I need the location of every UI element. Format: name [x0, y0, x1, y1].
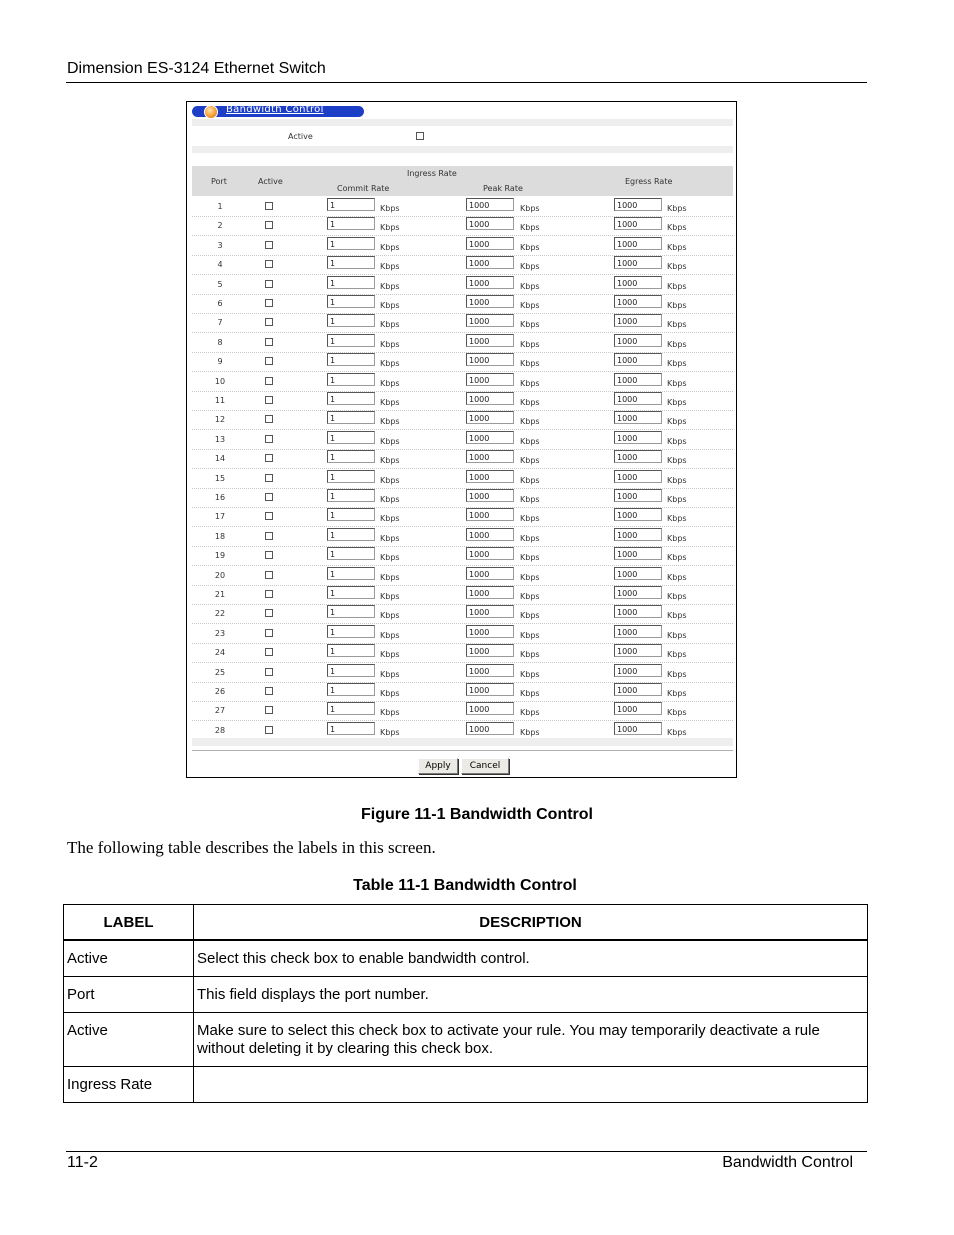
port-active-checkbox[interactable]: [265, 454, 273, 462]
egress-rate-input[interactable]: 1000: [614, 198, 662, 211]
commit-unit: Kbps: [380, 436, 400, 446]
egress-rate-input[interactable]: 1000: [614, 470, 662, 483]
port-active-checkbox[interactable]: [265, 415, 273, 423]
peak-rate-input[interactable]: 1000: [466, 702, 514, 715]
egress-unit: Kbps: [667, 630, 687, 640]
commit-unit: Kbps: [380, 262, 400, 272]
egress-unit: Kbps: [667, 475, 687, 485]
port-number: 7: [217, 318, 223, 328]
egress-unit: Kbps: [667, 281, 687, 291]
egress-rate-input[interactable]: 1000: [614, 450, 662, 463]
port-number: 3: [217, 240, 223, 250]
port-number: 16: [214, 493, 226, 502]
page-number: 11-2: [67, 1154, 98, 1171]
egress-rate-input[interactable]: 1000: [614, 508, 662, 521]
footer-rule: [66, 1151, 867, 1152]
port-number: 23: [214, 628, 226, 638]
peak-rate-input[interactable]: 1000: [466, 198, 514, 211]
commit-rate-input[interactable]: 1: [327, 528, 375, 541]
port-number: 21: [214, 590, 226, 599]
peak-unit: Kbps: [520, 301, 540, 310]
port-row: [192, 585, 733, 605]
egress-unit: Kbps: [667, 611, 687, 621]
commit-rate-input[interactable]: 1: [327, 411, 375, 424]
peak-unit: Kbps: [520, 456, 540, 466]
row-label: Port: [64, 977, 194, 1013]
commit-unit: Kbps: [380, 359, 400, 369]
port-row: [192, 372, 733, 392]
port-number: 20: [214, 570, 226, 580]
commit-rate-input[interactable]: 1: [327, 295, 375, 308]
row-description: Select this check box to enable bandwidth control.: [194, 940, 868, 977]
table-caption: Table 11-1 Bandwidth Control: [353, 877, 577, 894]
table-row: [64, 940, 868, 977]
egress-rate-input[interactable]: 1000: [614, 373, 662, 386]
peak-rate-input[interactable]: 1000: [466, 450, 514, 463]
port-number: 1: [217, 202, 223, 211]
port-number: 4: [217, 260, 223, 270]
port-row: [192, 294, 733, 314]
port-number: 22: [214, 609, 226, 619]
egress-unit: Kbps: [667, 572, 687, 582]
header-port: Port: [211, 177, 227, 186]
commit-unit: Kbps: [380, 708, 400, 718]
egress-rate-input[interactable]: 1000: [614, 431, 662, 444]
commit-rate-input[interactable]: 1: [327, 605, 375, 618]
egress-unit: Kbps: [667, 533, 687, 543]
peak-unit: Kbps: [520, 495, 540, 504]
screen-title-bar: [192, 106, 364, 117]
header-active: Active: [258, 177, 283, 186]
egress-unit: Kbps: [667, 553, 687, 563]
commit-unit: Kbps: [380, 611, 400, 621]
port-number: 19: [214, 551, 226, 561]
header-egress-rate: Egress Rate: [625, 177, 673, 186]
port-number: 6: [217, 299, 223, 308]
port-row: [192, 275, 733, 295]
port-active-checkbox[interactable]: [265, 512, 273, 520]
screen-title[interactable]: Bandwidth Control: [226, 104, 324, 115]
port-row: [192, 255, 733, 275]
port-active-checkbox[interactable]: [265, 571, 273, 579]
egress-rate-input[interactable]: 1000: [614, 664, 662, 677]
commit-rate-input[interactable]: 1: [327, 392, 375, 405]
port-row: [192, 410, 733, 430]
commit-rate-input[interactable]: 1: [327, 276, 375, 289]
port-number: 5: [217, 279, 223, 289]
commit-rate-input[interactable]: 1: [327, 450, 375, 463]
bandwidth-control-screenshot: [186, 101, 737, 778]
peak-rate-input[interactable]: 1000: [466, 508, 514, 521]
egress-unit: Kbps: [667, 495, 687, 504]
commit-unit: Kbps: [380, 475, 400, 485]
commit-rate-input[interactable]: 1: [327, 256, 375, 269]
egress-rate-input[interactable]: 1000: [614, 237, 662, 250]
global-active-label: Active: [288, 132, 313, 141]
egress-unit: Kbps: [667, 204, 687, 213]
egress-unit: Kbps: [667, 359, 687, 369]
port-row: [192, 488, 733, 508]
port-row: [192, 663, 733, 683]
peak-unit: Kbps: [520, 689, 540, 698]
port-row: [192, 527, 733, 547]
col-description-header: DESCRIPTION: [194, 905, 868, 941]
port-row: [192, 469, 733, 489]
peak-unit: Kbps: [520, 262, 540, 272]
port-active-checkbox[interactable]: [265, 435, 273, 443]
egress-unit: Kbps: [667, 417, 687, 427]
commit-rate-input[interactable]: 1: [327, 625, 375, 638]
table-row: [64, 1013, 868, 1067]
commit-rate-input[interactable]: 1: [327, 722, 375, 735]
port-active-checkbox[interactable]: [265, 551, 273, 559]
port-active-checkbox[interactable]: [265, 668, 273, 676]
commit-rate-input[interactable]: 1: [327, 586, 375, 599]
egress-rate-input[interactable]: 1000: [614, 605, 662, 618]
peak-rate-input[interactable]: 1000: [466, 276, 514, 289]
port-row: [192, 604, 733, 624]
port-number: 24: [214, 648, 226, 658]
commit-rate-input[interactable]: 1: [327, 567, 375, 580]
egress-rate-input[interactable]: 1000: [614, 702, 662, 715]
port-active-checkbox[interactable]: [265, 260, 273, 268]
commit-rate-input[interactable]: 1: [327, 373, 375, 386]
port-number: 11: [214, 396, 226, 405]
egress-unit: Kbps: [667, 727, 687, 737]
global-active-checkbox[interactable]: [416, 132, 424, 140]
port-active-checkbox[interactable]: [265, 648, 273, 656]
port-number: 28: [214, 725, 226, 735]
port-row: [192, 430, 733, 450]
peak-rate-input[interactable]: 1000: [466, 295, 514, 308]
col-label-header: LABEL: [64, 905, 194, 941]
commit-rate-input[interactable]: 1: [327, 198, 375, 211]
port-active-checkbox[interactable]: [265, 338, 273, 346]
commit-unit: Kbps: [380, 553, 400, 563]
commit-rate-input[interactable]: 1: [327, 664, 375, 677]
peak-rate-input[interactable]: 1000: [466, 625, 514, 638]
commit-rate-input[interactable]: 1: [327, 237, 375, 250]
port-active-checkbox[interactable]: [265, 609, 273, 617]
top-band: [192, 119, 733, 126]
peak-rate-input[interactable]: 1000: [466, 431, 514, 444]
commit-unit: Kbps: [380, 378, 400, 388]
port-active-checkbox[interactable]: [265, 474, 273, 482]
commit-unit: Kbps: [380, 204, 400, 213]
egress-unit: Kbps: [667, 436, 687, 446]
egress-rate-input[interactable]: 1000: [614, 411, 662, 424]
table-row: [64, 1067, 868, 1103]
commit-rate-input[interactable]: 1: [327, 508, 375, 521]
port-number: 2: [217, 221, 223, 231]
peak-unit: Kbps: [520, 242, 540, 252]
port-row: [192, 546, 733, 566]
figure-caption: Figure 11-1 Bandwidth Control: [360, 806, 593, 823]
peak-rate-input[interactable]: 1000: [466, 314, 514, 327]
commit-unit: Kbps: [380, 669, 400, 679]
egress-unit: Kbps: [667, 456, 687, 466]
row-label: Active: [64, 1013, 194, 1067]
peak-rate-input[interactable]: 1000: [466, 353, 514, 366]
peak-unit: Kbps: [520, 417, 540, 427]
port-row: [192, 236, 733, 256]
egress-rate-input[interactable]: 1000: [614, 276, 662, 289]
peak-unit: Kbps: [520, 727, 540, 737]
peak-rate-input[interactable]: 1000: [466, 664, 514, 677]
table-header: [192, 166, 733, 196]
port-number: 9: [217, 357, 223, 367]
peak-rate-input[interactable]: 1000: [466, 217, 514, 230]
port-active-checkbox[interactable]: [265, 377, 273, 385]
egress-unit: Kbps: [667, 398, 687, 407]
bottom-rule: [192, 750, 733, 751]
commit-unit: Kbps: [380, 630, 400, 640]
egress-rate-input[interactable]: 1000: [614, 217, 662, 230]
commit-unit: Kbps: [380, 398, 400, 407]
port-active-checkbox[interactable]: [265, 493, 273, 501]
port-active-checkbox[interactable]: [265, 241, 273, 249]
commit-rate-input[interactable]: 1: [327, 547, 375, 560]
peak-unit: Kbps: [520, 611, 540, 621]
commit-unit: Kbps: [380, 456, 400, 466]
peak-unit: Kbps: [520, 223, 540, 233]
port-number: 10: [214, 376, 226, 386]
peak-unit: Kbps: [520, 204, 540, 213]
port-row: [192, 701, 733, 721]
egress-rate-input[interactable]: 1000: [614, 625, 662, 638]
egress-unit: Kbps: [667, 514, 687, 524]
commit-unit: Kbps: [380, 592, 400, 601]
port-number: 25: [214, 667, 226, 677]
egress-unit: Kbps: [667, 320, 687, 330]
cancel-button[interactable]: Cancel: [461, 758, 509, 774]
egress-rate-input[interactable]: 1000: [614, 567, 662, 580]
peak-unit: Kbps: [520, 514, 540, 524]
egress-unit: Kbps: [667, 689, 687, 698]
egress-unit: Kbps: [667, 339, 687, 349]
peak-unit: Kbps: [520, 320, 540, 330]
row-description: This field displays the port number.: [194, 977, 868, 1013]
commit-unit: Kbps: [380, 689, 400, 698]
table-row: [64, 977, 868, 1013]
port-active-checkbox[interactable]: [265, 706, 273, 714]
egress-unit: Kbps: [667, 242, 687, 252]
header-ingress-rate: Ingress Rate: [407, 169, 457, 178]
egress-rate-input[interactable]: 1000: [614, 489, 662, 502]
commit-unit: Kbps: [380, 320, 400, 330]
port-number: 15: [214, 473, 226, 483]
peak-rate-input[interactable]: 1000: [466, 334, 514, 347]
port-active-checkbox[interactable]: [265, 357, 273, 365]
port-active-checkbox[interactable]: [265, 687, 273, 695]
commit-unit: Kbps: [380, 514, 400, 524]
egress-rate-input[interactable]: 1000: [614, 722, 662, 735]
peak-rate-input[interactable]: 1000: [466, 605, 514, 618]
commit-rate-input[interactable]: 1: [327, 644, 375, 657]
egress-unit: Kbps: [667, 669, 687, 679]
port-row: [192, 313, 733, 333]
egress-unit: Kbps: [667, 301, 687, 310]
port-active-checkbox[interactable]: [265, 318, 273, 326]
peak-unit: Kbps: [520, 533, 540, 543]
peak-unit: Kbps: [520, 630, 540, 640]
commit-unit: Kbps: [380, 495, 400, 504]
commit-unit: Kbps: [380, 533, 400, 543]
peak-unit: Kbps: [520, 650, 540, 660]
port-row: [192, 197, 733, 217]
peak-rate-input[interactable]: 1000: [466, 644, 514, 657]
commit-unit: Kbps: [380, 417, 400, 427]
port-active-checkbox[interactable]: [265, 280, 273, 288]
peak-rate-input[interactable]: 1000: [466, 567, 514, 580]
peak-unit: Kbps: [520, 708, 540, 718]
egress-rate-input[interactable]: 1000: [614, 644, 662, 657]
port-number: 17: [214, 512, 226, 522]
port-active-checkbox[interactable]: [265, 221, 273, 229]
port-active-checkbox[interactable]: [265, 590, 273, 598]
port-active-checkbox[interactable]: [265, 726, 273, 734]
screen-panel: [192, 106, 733, 774]
row-label: Active: [64, 940, 194, 977]
egress-unit: Kbps: [667, 378, 687, 388]
egress-rate-input[interactable]: 1000: [614, 528, 662, 541]
header-rule: [66, 82, 867, 83]
port-row: [192, 624, 733, 644]
row-label: Ingress Rate: [64, 1067, 194, 1103]
peak-rate-input[interactable]: 1000: [466, 373, 514, 386]
commit-rate-input[interactable]: 1: [327, 334, 375, 347]
port-number: 27: [214, 706, 226, 716]
port-row: [192, 391, 733, 411]
port-row: [192, 352, 733, 372]
peak-unit: Kbps: [520, 436, 540, 446]
port-number: 8: [217, 337, 223, 347]
egress-rate-input[interactable]: 1000: [614, 314, 662, 327]
port-row: [192, 643, 733, 663]
port-number: 26: [214, 687, 226, 696]
egress-rate-input[interactable]: 1000: [614, 256, 662, 269]
peak-rate-input[interactable]: 1000: [466, 547, 514, 560]
port-row: [192, 507, 733, 527]
peak-unit: Kbps: [520, 475, 540, 485]
port-active-checkbox[interactable]: [265, 396, 273, 404]
egress-unit: Kbps: [667, 708, 687, 718]
title-orb-icon: [204, 105, 218, 119]
peak-rate-input[interactable]: 1000: [466, 489, 514, 502]
commit-rate-input[interactable]: 1: [327, 314, 375, 327]
commit-unit: Kbps: [380, 650, 400, 660]
peak-rate-input[interactable]: 1000: [466, 411, 514, 424]
peak-rate-input[interactable]: 1000: [466, 683, 514, 696]
commit-rate-input[interactable]: 1: [327, 489, 375, 502]
port-row: [192, 682, 733, 702]
egress-unit: Kbps: [667, 262, 687, 272]
bottom-band: [192, 738, 733, 746]
egress-rate-input[interactable]: 1000: [614, 353, 662, 366]
port-row: [192, 566, 733, 586]
commit-unit: Kbps: [380, 281, 400, 291]
port-row: [192, 333, 733, 353]
port-active-checkbox[interactable]: [265, 299, 273, 307]
port-active-checkbox[interactable]: [265, 202, 273, 210]
commit-unit: Kbps: [380, 727, 400, 737]
peak-rate-input[interactable]: 1000: [466, 722, 514, 735]
peak-unit: Kbps: [520, 281, 540, 291]
egress-rate-input[interactable]: 1000: [614, 334, 662, 347]
header-peak-rate: Peak Rate: [483, 184, 523, 193]
peak-unit: Kbps: [520, 359, 540, 369]
egress-rate-input[interactable]: 1000: [614, 392, 662, 405]
egress-rate-input[interactable]: 1000: [614, 586, 662, 599]
peak-unit: Kbps: [520, 669, 540, 679]
port-active-checkbox[interactable]: [265, 532, 273, 540]
commit-unit: Kbps: [380, 242, 400, 252]
header-commit-rate: Commit Rate: [337, 184, 390, 193]
egress-rate-input[interactable]: 1000: [614, 683, 662, 696]
commit-unit: Kbps: [380, 301, 400, 310]
row-description: [194, 1067, 868, 1103]
commit-rate-input[interactable]: 1: [327, 470, 375, 483]
commit-rate-input[interactable]: 1: [327, 431, 375, 444]
egress-rate-input[interactable]: 1000: [614, 295, 662, 308]
egress-unit: Kbps: [667, 223, 687, 233]
commit-rate-input[interactable]: 1: [327, 217, 375, 230]
peak-unit: Kbps: [520, 553, 540, 563]
commit-unit: Kbps: [380, 572, 400, 582]
port-number: 13: [214, 434, 226, 444]
peak-rate-input[interactable]: 1000: [466, 237, 514, 250]
commit-unit: Kbps: [380, 223, 400, 233]
commit-rate-input[interactable]: 1: [327, 353, 375, 366]
apply-button[interactable]: Apply: [418, 758, 458, 774]
peak-rate-input[interactable]: 1000: [466, 528, 514, 541]
peak-rate-input[interactable]: 1000: [466, 470, 514, 483]
port-number: 18: [214, 531, 226, 541]
egress-unit: Kbps: [667, 592, 687, 601]
peak-unit: Kbps: [520, 398, 540, 407]
port-number: 12: [214, 415, 226, 425]
peak-rate-input[interactable]: 1000: [466, 392, 514, 405]
egress-unit: Kbps: [667, 650, 687, 660]
mid-band: [192, 146, 733, 153]
commit-rate-input[interactable]: 1: [327, 702, 375, 715]
peak-unit: Kbps: [520, 339, 540, 349]
port-row: [192, 449, 733, 469]
peak-rate-input[interactable]: 1000: [466, 256, 514, 269]
description-table: [63, 904, 868, 1103]
intro-text: The following table describes the labels in this screen.: [67, 838, 436, 857]
row-description: Make sure to select this check box to activate your rule. You may temporarily deactivate a rule without deleting it by clearing this check box.: [194, 1013, 868, 1067]
port-row: [192, 216, 733, 236]
egress-rate-input[interactable]: 1000: [614, 547, 662, 560]
document-header: Dimension ES-3124 Ethernet Switch: [67, 60, 326, 77]
peak-unit: Kbps: [520, 378, 540, 388]
peak-unit: Kbps: [520, 572, 540, 582]
section-name: Bandwidth Control: [722, 1154, 853, 1171]
peak-unit: Kbps: [520, 592, 540, 601]
commit-rate-input[interactable]: 1: [327, 683, 375, 696]
peak-rate-input[interactable]: 1000: [466, 586, 514, 599]
port-active-checkbox[interactable]: [265, 629, 273, 637]
port-number: 14: [214, 454, 226, 464]
commit-unit: Kbps: [380, 339, 400, 349]
